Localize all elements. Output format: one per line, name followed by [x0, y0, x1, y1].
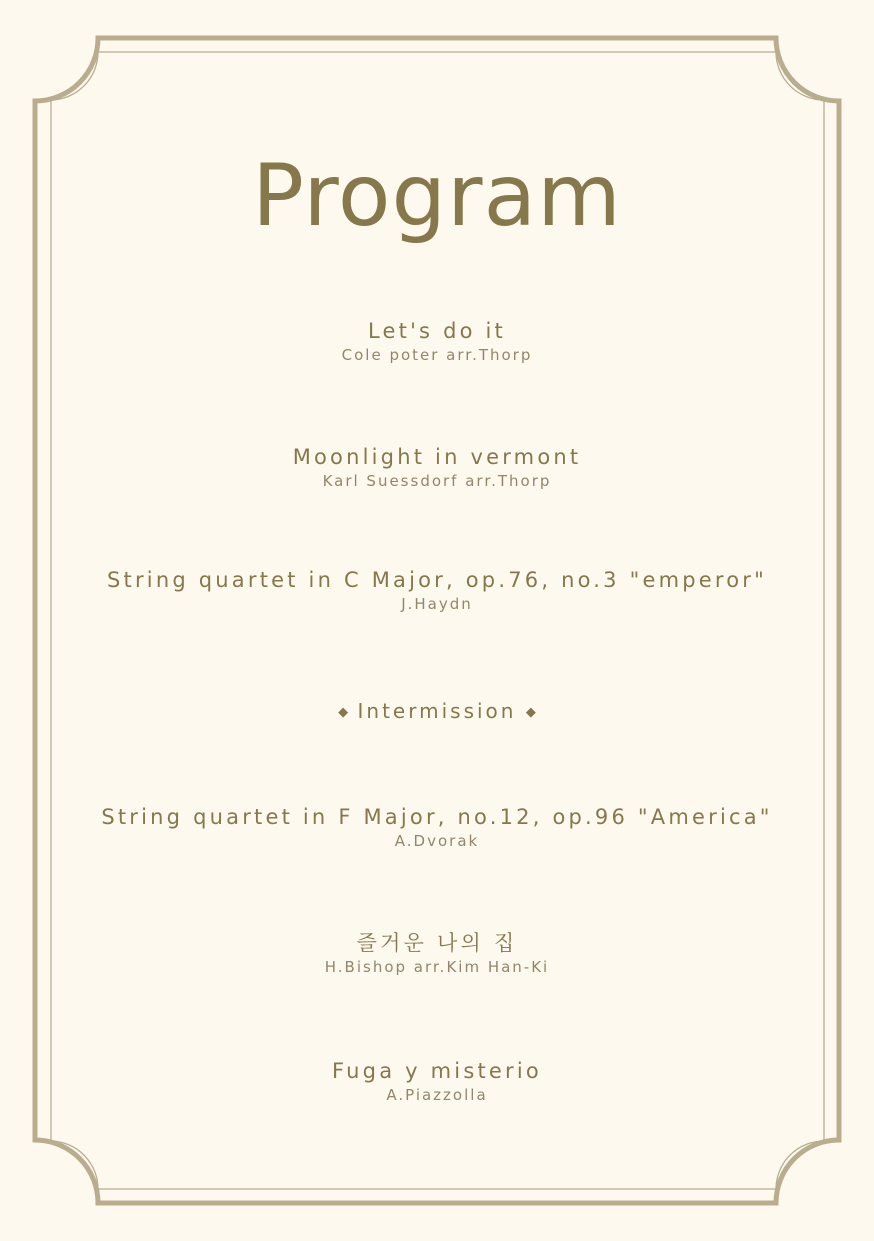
program-item	[0, 803, 874, 851]
composer-name: A.Piazzolla	[386, 1086, 488, 1104]
composer-name: J.Haydn	[401, 595, 473, 613]
composer-name: Karl Suessdorf arr.Thorp	[322, 472, 552, 490]
composer-name: A.Dvorak	[394, 832, 480, 850]
program-item	[0, 1057, 874, 1105]
program-item	[0, 566, 874, 614]
composer-name: Cole poter arr.Thorp	[341, 346, 533, 364]
piece-title: String quartet in F Major, no.12, op.96 "America"	[101, 805, 773, 829]
program-item	[0, 443, 874, 491]
piece-title: Fuga y misterio	[332, 1059, 542, 1083]
composer-name: H.Bishop arr.Kim Han-Ki	[324, 958, 550, 976]
piece-title: 즐거운 나의 집	[356, 931, 518, 955]
program-item	[0, 929, 874, 977]
diamond-icon: ◆	[338, 705, 349, 720]
page-title: Program	[252, 146, 622, 246]
diamond-icon: ◆	[525, 705, 536, 720]
piece-title: String quartet in C Major, op.76, no.3 "emperor"	[107, 568, 767, 592]
piece-title: Moonlight in vermont	[292, 445, 582, 469]
program-item	[0, 317, 874, 365]
intermission-text: Intermission	[357, 699, 517, 723]
intermission-label	[0, 697, 874, 727]
piece-title: Let's do it	[368, 319, 506, 343]
